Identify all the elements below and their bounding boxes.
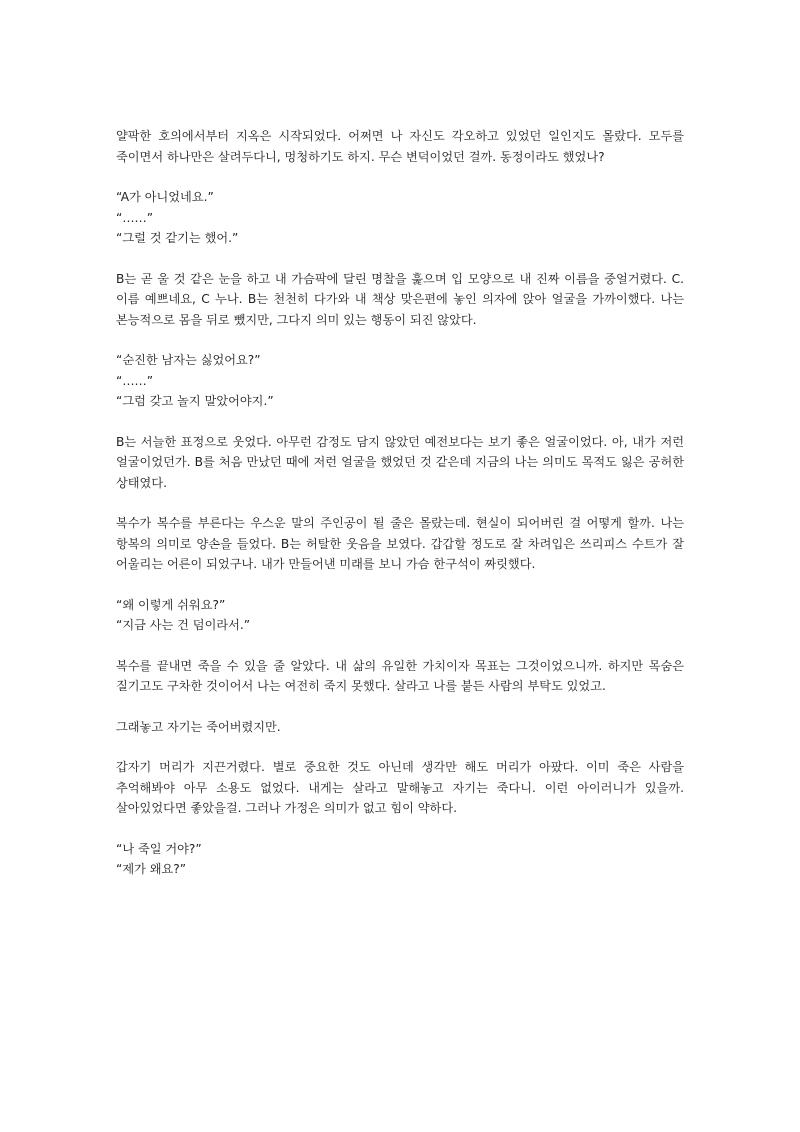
dialogue-line: “……” (116, 210, 154, 225)
dialogue-1 (116, 187, 684, 249)
dialogue-line: “왜 이렇게 쉬워요?” (116, 597, 226, 612)
dialogue-3 (116, 595, 684, 636)
dialogue-4 (116, 839, 684, 880)
paragraph-1: 얄팍한 호의에서부터 지옥은 시작되었다. 어쩌면 나 자신도 각오하고 있었던 일인지도 몰랐다. 모두를 죽이면서 하나만은 살려두다니, 멍청하기도 하지. 무슨 변덕이었던 걸까. 동정이라도 했었나? (116, 129, 684, 164)
paragraph-2: B는 곧 울 것 같은 눈을 하고 내 가슴팍에 달린 명찰을 훑으며 입 모양으로 내 진짜 이름을 중얼거렸다. C. 이름 예쁘네요, C 누나. B는 천천히 다가와 내 책상 맞은편에 놓인 의자에 앉아 얼굴을 가까이했다. 나는 본능적으로 몸을 뒤로 뺐지만, 그다지 의미 있는 행동이 되진 않았다. (116, 271, 684, 327)
dialogue-line: “A가 아니었네요.” (116, 190, 214, 204)
document-page (116, 126, 684, 900)
dialogue-2 (116, 350, 684, 412)
dialogue-line: “지금 사는 건 덤이라서.” (116, 618, 251, 632)
paragraph-7: 갑자기 머리가 지끈거렸다. 별로 중요한 것도 아닌데 생각만 해도 머리가 아팠다. 이미 죽은 사람을 추억해봐야 아무 소용도 없었다. 내게는 살라고 말해놓고 자기는 죽다니. 이런 아이러니가 있을까. 살아있었다면 좋았을걸. 그러나 가정은 의미가 없고 힘이 약하다. (116, 760, 684, 815)
dialogue-line: “……” (116, 373, 154, 388)
paragraph-6: 그래놓고 자기는 죽어버렸지만. (116, 719, 281, 734)
paragraph-4: 복수가 복수를 부른다는 우스운 말의 주인공이 될 줄은 몰랐는데. 현실이 되어버린 걸 어떻게 할까. 나는 항복의 의미로 양손을 들었다. B는 허탈한 웃음을 보였다. 갑갑할 정도로 잘 차려입은 쓰리피스 수트가 잘 어울리는 어른이 되었구나. 내가 만들어낸 미래를 보니 가슴 한구석이 짜릿했다. (116, 516, 684, 571)
dialogue-line: “그럼 갖고 놀지 말았어야지.” (116, 394, 274, 408)
dialogue-line: “제가 왜요?” (116, 862, 187, 876)
dialogue-line: “그럴 것 같기는 했어.” (116, 231, 239, 245)
paragraph-5: 복수를 끝내면 죽을 수 있을 줄 알았다. 내 삶의 유일한 가치이자 목표는 그것이었으니까. 하지만 목숨은 질기고도 구차한 것이어서 나는 여전히 죽지 못했다. 살라고 나를 붙든 사람의 부탁도 있었고. (116, 658, 684, 693)
dialogue-line: “나 죽일 거야?” (116, 841, 202, 856)
paragraph-3: B는 서늘한 표정으로 웃었다. 아무런 감정도 담지 않았던 예전보다는 보기 좋은 얼굴이었다. 아, 내가 저런 얼굴이었던가. B를 처음 만났던 때에 저런 얼굴을 했었던 것 같은데 지금의 나는 의미도 목적도 잃은 공허한 상태였다. (116, 434, 684, 490)
dialogue-line: “순진한 남자는 싫었어요?” (116, 353, 261, 367)
